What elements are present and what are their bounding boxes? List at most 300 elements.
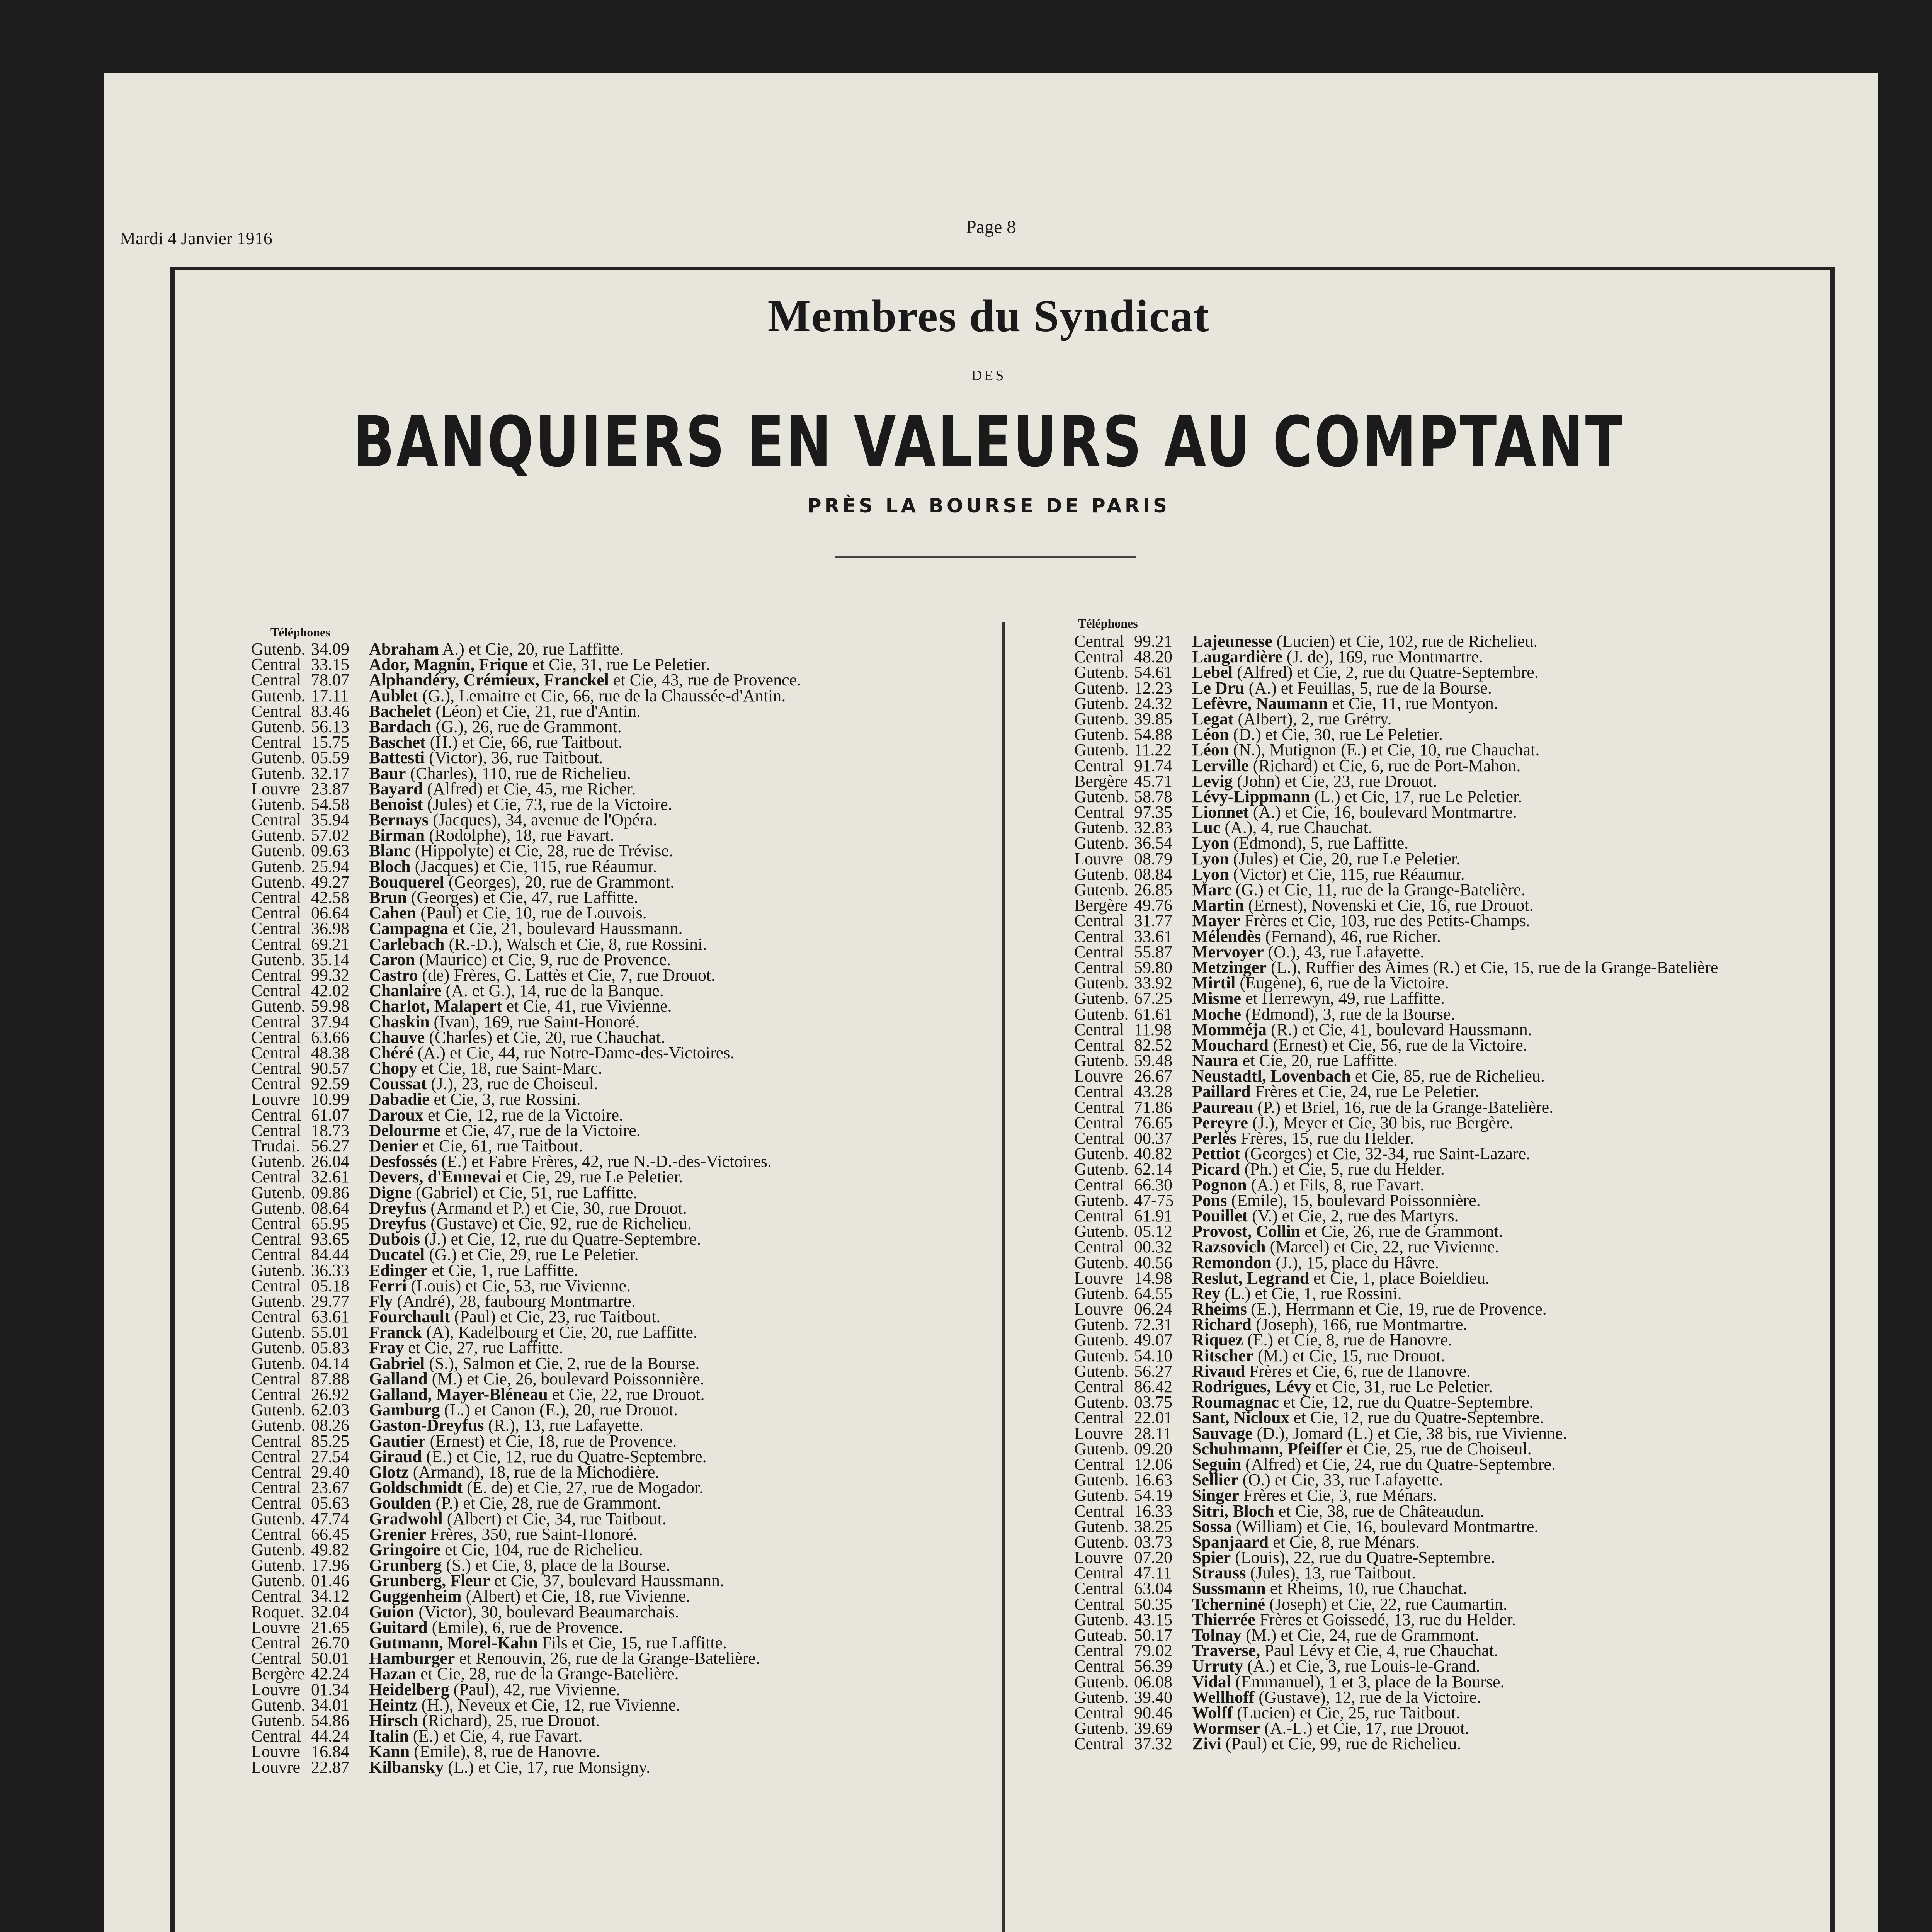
member-phone-number: 56.27 xyxy=(1134,1361,1172,1381)
member-address: (R.-D.), Walsch et Cie, 8, rue Rossini. xyxy=(449,934,707,954)
member-phone-number: 16.63 xyxy=(1134,1470,1172,1490)
member-name: Blanc xyxy=(369,841,411,861)
member-entry xyxy=(1074,1423,1718,1443)
member-name: Caron xyxy=(369,950,415,969)
member-entry xyxy=(1074,1379,1718,1395)
member-address: (Louis) et Cie, 53, rue Vivienne. xyxy=(411,1276,631,1295)
member-entry xyxy=(1074,1022,1718,1037)
member-exchange: Gutenb. xyxy=(251,826,306,845)
member-exchange: Gutenb. xyxy=(251,1183,306,1202)
member-name: Gautier xyxy=(369,1431,426,1451)
member-phone-number: 10.99 xyxy=(311,1090,349,1109)
member-name: Pereyre xyxy=(1192,1113,1248,1132)
member-exchange: Gutenb. xyxy=(1074,1393,1129,1412)
member-exchange: Gutenb. xyxy=(1074,740,1129,760)
member-exchange: Gutenb. xyxy=(251,1354,306,1373)
member-name: Levig xyxy=(1192,771,1233,791)
member-exchange: Gutenb. xyxy=(251,950,306,969)
member-name: Guitard xyxy=(369,1617,428,1637)
member-phone-number: 23.87 xyxy=(311,779,349,798)
member-address: (Jules), 13, rue Taitbout. xyxy=(1250,1563,1416,1583)
member-entry xyxy=(1074,634,1718,649)
member-name: Reslut, Legrand xyxy=(1192,1268,1310,1287)
member-phone-number: 62.14 xyxy=(1134,1160,1172,1179)
member-entry xyxy=(1074,1162,1718,1177)
member-phone-number: 09.63 xyxy=(311,841,349,861)
member-address: (John) et Cie, 23, rue Drouot. xyxy=(1237,771,1437,791)
member-entry xyxy=(1074,771,1718,791)
member-entry xyxy=(251,1185,801,1201)
member-phone-number: 63.61 xyxy=(311,1307,349,1327)
member-entry xyxy=(1074,789,1718,804)
member-address: (Ernest) et Cie, 18, rue de Provence. xyxy=(430,1431,677,1451)
member-exchange: Central xyxy=(251,1214,301,1233)
member-exchange: Gutenb. xyxy=(1074,709,1129,728)
member-phone-number: 00.37 xyxy=(1134,1129,1172,1148)
member-name: Carlebach xyxy=(369,934,445,954)
member-entry xyxy=(251,1666,801,1682)
member-entry xyxy=(251,1524,801,1544)
member-address: Frères, 350, rue Saint-Honoré. xyxy=(430,1524,638,1544)
member-exchange: Central xyxy=(251,1587,301,1606)
member-phone-number: 84.44 xyxy=(311,1245,349,1264)
member-name: Traverse, xyxy=(1192,1641,1260,1660)
member-name: Pons xyxy=(1192,1190,1227,1210)
member-exchange: Gutenb. xyxy=(1074,1470,1129,1490)
member-entry xyxy=(251,1291,801,1311)
member-address: (Edmond), 5, rue Laffitte. xyxy=(1233,833,1409,853)
member-phone-number: 05.63 xyxy=(311,1493,349,1513)
member-address: (E.) et Cie, 8, rue de Hanovre. xyxy=(1247,1330,1452,1350)
member-address: (V.) et Cie, 2, rue des Martyrs. xyxy=(1252,1206,1459,1225)
member-name: Grunberg, Fleur xyxy=(369,1571,490,1590)
member-name: Dreyfus xyxy=(369,1198,427,1218)
member-name: Grunberg xyxy=(369,1556,442,1575)
member-exchange: Gutenb. xyxy=(1074,1315,1129,1334)
member-name: Pognon xyxy=(1192,1175,1247,1194)
member-address: (R.), 13, rue Lafayette. xyxy=(488,1416,644,1435)
member-address: (Fernand), 46, rue Richer. xyxy=(1265,927,1441,946)
member-phone-number: 36.33 xyxy=(311,1260,349,1280)
member-name: Devers, d'Ennevai xyxy=(369,1167,502,1187)
member-name: Bachelet xyxy=(369,701,432,721)
member-name: Neustadtl, Lovenbach xyxy=(1192,1066,1351,1086)
member-address: (G.), 26, rue de Grammont. xyxy=(435,717,622,736)
member-name: Sussmann xyxy=(1192,1579,1266,1598)
member-name: Strauss xyxy=(1192,1563,1246,1583)
member-entry xyxy=(1074,1705,1718,1721)
member-phone-number: 69.21 xyxy=(311,934,349,954)
member-address: (G.) et Cie, 29, rue Le Peletier. xyxy=(429,1245,639,1264)
member-phone-number: 42.24 xyxy=(311,1664,349,1684)
member-address: (Paul) et Cie, 23, rue Taitbout. xyxy=(454,1307,661,1327)
member-name: Delourme xyxy=(369,1121,441,1140)
member-entry xyxy=(1074,1674,1718,1690)
member-name: Goulden xyxy=(369,1493,432,1513)
member-exchange: Central xyxy=(1074,957,1124,977)
member-entry xyxy=(251,657,801,672)
member-address: (A.) et Cie, 16, boulevard Montmartre. xyxy=(1253,803,1517,822)
member-name: Battesti xyxy=(369,748,425,767)
member-entry xyxy=(1074,1503,1718,1519)
member-address: (Emile), 6, rue de Provence. xyxy=(432,1617,623,1637)
member-phone-number: 63.04 xyxy=(1134,1579,1172,1598)
member-address: Frères, 15, rue du Helder. xyxy=(1240,1129,1414,1148)
member-entry xyxy=(1074,882,1718,898)
member-address: (Alfred) et Cie, 2, rue du Quatre-Septembre. xyxy=(1237,663,1539,682)
member-address: (A.) et Cie, 44, rue Notre-Dame-des-Victoires. xyxy=(417,1043,735,1062)
member-name: Moche xyxy=(1192,1004,1242,1024)
member-phone-number: 28.11 xyxy=(1134,1423,1172,1443)
member-phone-number: 26.85 xyxy=(1134,880,1172,899)
member-exchange: Central xyxy=(251,888,301,907)
member-entry xyxy=(251,1260,801,1280)
member-exchange: Central xyxy=(251,965,301,985)
member-entry xyxy=(251,1495,801,1511)
member-address: (S.) et Cie, 8, place de la Bourse. xyxy=(446,1556,670,1575)
member-address: (J. de), 169, rue Montmartre. xyxy=(1286,647,1483,667)
member-phone-number: 27.54 xyxy=(311,1447,349,1466)
member-name: Léon xyxy=(1192,740,1229,760)
member-address: (E.) et Cie, 4, rue Favart. xyxy=(413,1726,583,1746)
member-name: Lionnet xyxy=(1192,803,1249,822)
member-phone-number: 26.04 xyxy=(311,1152,349,1171)
member-entry xyxy=(251,1340,801,1355)
member-entry xyxy=(1074,1037,1718,1053)
member-address: (Alfred) et Cie, 45, rue Richer. xyxy=(427,779,636,798)
member-exchange: Gutenb. xyxy=(1074,1346,1129,1365)
member-phone-number: 54.58 xyxy=(311,794,349,814)
member-exchange: Gutenb. xyxy=(251,686,306,705)
member-name: Mayer xyxy=(1192,911,1240,930)
member-phone-number: 55.87 xyxy=(1134,942,1172,961)
member-exchange: Gutenb. xyxy=(251,748,306,767)
member-name: Seguin xyxy=(1192,1454,1242,1474)
member-exchange: Gutenb. xyxy=(251,1198,306,1218)
member-phone-number: 43.28 xyxy=(1134,1082,1172,1101)
member-address: (Jules) et Cie, 20, rue Le Peletier. xyxy=(1233,849,1461,868)
member-name: Rey xyxy=(1192,1284,1221,1303)
member-address: (Joseph) et Cie, 22, rue Caumartin. xyxy=(1269,1594,1507,1614)
title-membres: Membres du Syndicat xyxy=(767,291,1210,341)
member-name: Hamburger xyxy=(369,1649,455,1668)
member-address: (Ph.) et Cie, 5, rue du Helder. xyxy=(1244,1160,1445,1179)
member-name: Lerville xyxy=(1192,756,1249,775)
member-address: (Richard), 25, rue Drouot. xyxy=(422,1711,600,1730)
member-exchange: Gutenb. xyxy=(251,717,306,736)
member-exchange: Gutenb. xyxy=(1074,678,1129,697)
member-phone-number: 61.61 xyxy=(1134,1004,1172,1024)
member-entry xyxy=(251,1744,801,1759)
member-exchange: Gutenb. xyxy=(251,794,306,814)
member-exchange: Central xyxy=(251,655,301,674)
member-name: Edinger xyxy=(369,1260,428,1280)
member-address: (H.), Neveux et Cie, 12, rue Vivienne. xyxy=(421,1695,680,1714)
member-phone-number: 34.09 xyxy=(311,639,349,658)
member-address: (L.) et Cie, 17, rue Le Peletier. xyxy=(1314,787,1522,806)
member-exchange: Central xyxy=(1074,1129,1124,1148)
member-exchange: Gutenb. xyxy=(1074,864,1129,884)
member-address: (Armand et P.) et Cie, 30, rue Drouot. xyxy=(430,1198,687,1218)
member-exchange: Louvre xyxy=(251,1680,301,1699)
member-name: Chanlaire xyxy=(369,981,442,1000)
member-phone-number: 40.56 xyxy=(1134,1253,1172,1272)
member-phone-number: 08.79 xyxy=(1134,849,1172,868)
member-address: (D.) et Cie, 30, rue Le Peletier. xyxy=(1233,725,1443,744)
member-phone-number: 93.65 xyxy=(311,1230,349,1249)
member-phone-number: 39.85 xyxy=(1134,709,1172,728)
member-name: Sellier xyxy=(1192,1470,1238,1490)
member-address: Frères et Cie, 103, rue des Petits-Champs. xyxy=(1244,911,1530,930)
member-entry xyxy=(1074,1612,1718,1628)
member-name: Baschet xyxy=(369,733,426,752)
member-exchange: Central xyxy=(251,1074,301,1094)
member-exchange: Gutenb. xyxy=(1074,1610,1129,1629)
member-phone-number: 17.11 xyxy=(311,686,349,705)
member-address: et Cie, 22, rue Drouot. xyxy=(552,1385,705,1404)
member-entry xyxy=(1074,1224,1718,1239)
member-entry xyxy=(251,781,801,797)
member-entry xyxy=(1074,1115,1718,1131)
member-name: Gaston-Dreyfus xyxy=(369,1416,484,1435)
member-name: Grenier xyxy=(369,1524,427,1544)
member-entry xyxy=(251,905,801,921)
member-exchange: Central xyxy=(1074,1656,1124,1676)
member-entry xyxy=(1074,929,1718,944)
member-exchange: Gutenb. xyxy=(1074,1004,1129,1024)
member-name: Paillard xyxy=(1192,1082,1251,1101)
member-address: (Ivan), 169, rue Saint-Honoré. xyxy=(434,1012,640,1031)
member-entry xyxy=(251,934,801,954)
member-exchange: Gutenb. xyxy=(1074,1439,1129,1458)
member-entry xyxy=(1074,1146,1718,1162)
member-entry xyxy=(1074,1658,1718,1674)
member-address: (Emile), 8, rue de Hanovre. xyxy=(414,1742,600,1761)
member-exchange: Guteab. xyxy=(1074,1626,1128,1645)
member-address: (P.) et Cie, 28, rue de Grammont. xyxy=(435,1493,662,1513)
member-name: Chaskin xyxy=(369,1012,430,1031)
member-exchange: Central xyxy=(251,1726,301,1746)
member-entry xyxy=(251,1092,801,1107)
member-name: Franck xyxy=(369,1323,422,1342)
member-exchange: Louvre xyxy=(1074,1268,1124,1287)
member-name: Legat xyxy=(1192,709,1234,728)
member-address: (P.) et Briel, 16, rue de la Grange-Batelière. xyxy=(1257,1097,1554,1117)
member-name: Dabadie xyxy=(369,1090,430,1109)
member-address: (Gustave) et Cie, 92, rue de Richelieu. xyxy=(430,1214,692,1233)
member-exchange: Gutenb. xyxy=(251,1400,306,1420)
member-name: Goldschmidt xyxy=(369,1478,463,1497)
member-name: Hirsch xyxy=(369,1711,418,1730)
member-name: Perlès xyxy=(1192,1129,1236,1148)
member-phone-number: 44.24 xyxy=(311,1726,349,1746)
member-exchange: Louvre xyxy=(251,779,301,798)
member-name: Rheims xyxy=(1192,1299,1247,1319)
member-phone-number: 47.11 xyxy=(1134,1563,1172,1583)
member-address: (Louis), 22, rue du Quatre-Septembre. xyxy=(1235,1548,1495,1567)
member-name: Rivaud xyxy=(1192,1361,1245,1381)
member-name: Dreyfus xyxy=(369,1214,427,1233)
member-name: Italin xyxy=(369,1726,409,1746)
member-name: Sossa xyxy=(1192,1517,1232,1536)
member-address: (Victor), 36, rue Taitbout. xyxy=(429,748,603,767)
member-address: (E.), Herrmann et Cie, 19, rue de Provence. xyxy=(1251,1299,1547,1319)
member-address: et Rheims, 10, rue Chauchat. xyxy=(1270,1579,1467,1598)
member-entry xyxy=(251,701,801,721)
member-exchange: Bergère xyxy=(1074,896,1128,915)
member-name: Rodrigues, Lévy xyxy=(1192,1377,1311,1396)
member-name: Ador, Magnin, Frique xyxy=(369,655,528,674)
member-address: et Cie, 12, rue du Quatre-Septembre. xyxy=(1293,1408,1544,1427)
member-exchange: Louvre xyxy=(251,1742,301,1761)
member-name: Fourchault xyxy=(369,1307,450,1327)
member-name: Chopy xyxy=(369,1059,417,1078)
member-exchange: Central xyxy=(1074,756,1124,775)
member-exchange: Central xyxy=(251,1121,301,1140)
frame-top-border xyxy=(170,267,1835,270)
member-name: Spier xyxy=(1192,1548,1231,1567)
member-address: (Jacques) et Cie, 115, rue Réaumur. xyxy=(415,857,657,876)
member-exchange: Bergère xyxy=(251,1664,305,1684)
member-address: et Cie, 20, rue Laffitte. xyxy=(1242,1051,1398,1070)
member-address: et Cie, 12, rue de la Victoire. xyxy=(427,1105,624,1124)
member-phone-number: 06.64 xyxy=(311,903,349,923)
member-phone-number: 26.67 xyxy=(1134,1066,1172,1086)
member-name: Kilbansky xyxy=(369,1757,444,1777)
member-exchange: Gutenb. xyxy=(1074,1051,1129,1070)
member-name: Brun xyxy=(369,888,407,907)
member-phone-number: 78.07 xyxy=(311,670,349,690)
member-entry xyxy=(1074,1488,1718,1503)
member-entry xyxy=(1074,1361,1718,1381)
member-address: (de) Frères, G. Lattès et Cie, 7, rue Drouot. xyxy=(422,965,716,985)
member-name: Gamburg xyxy=(369,1400,440,1420)
telephone-label-left: Téléphones xyxy=(270,625,330,639)
telephone-label-right: Téléphones xyxy=(1078,616,1138,630)
column-divider xyxy=(1002,622,1005,1932)
member-entry xyxy=(251,1247,801,1262)
member-exchange: Central xyxy=(1074,1237,1124,1257)
member-exchange: Central xyxy=(251,1369,301,1388)
member-phone-number: 47.74 xyxy=(311,1509,349,1528)
member-phone-number: 54.19 xyxy=(1134,1486,1172,1505)
member-exchange: Central xyxy=(1074,647,1124,667)
member-list-left xyxy=(251,641,801,1775)
member-exchange: Central xyxy=(1074,1408,1124,1427)
member-name: Lebel xyxy=(1192,663,1233,682)
member-name: Daroux xyxy=(369,1105,423,1124)
member-entry xyxy=(251,921,801,936)
member-address: (Léon) et Cie, 21, rue d'Antin. xyxy=(435,701,641,721)
member-entry xyxy=(251,890,801,905)
member-exchange: Bergère xyxy=(1074,771,1128,791)
member-name: Schuhmann, Pfeiffer xyxy=(1192,1439,1342,1458)
member-name: Lyon xyxy=(1192,864,1229,884)
member-exchange: Gutenb. xyxy=(1074,1486,1129,1505)
member-address: (A), Kadelbourg et Cie, 20, rue Laffitte. xyxy=(426,1323,698,1342)
member-entry xyxy=(251,688,801,704)
member-address: (Jacques), 34, avenue de l'Opéra. xyxy=(433,810,657,830)
member-phone-number: 50.01 xyxy=(311,1649,349,1668)
member-name: Richard xyxy=(1192,1315,1252,1334)
member-entry xyxy=(1074,1472,1718,1488)
member-phone-number: 33.92 xyxy=(1134,973,1172,993)
member-name: Singer xyxy=(1192,1486,1240,1505)
member-address: et Cie, 11, rue Montyon. xyxy=(1332,694,1498,713)
member-entry xyxy=(251,843,801,859)
member-entry xyxy=(251,1480,801,1495)
member-entry xyxy=(1074,1565,1718,1581)
member-address: (Ernest) et Cie, 56, rue de la Victoire. xyxy=(1273,1035,1527,1054)
member-entry xyxy=(251,641,801,657)
header-page-number: Page 8 xyxy=(966,217,1016,237)
member-phone-number: 11.98 xyxy=(1134,1020,1172,1039)
member-name: Sitri, Bloch xyxy=(1192,1501,1274,1520)
member-phone-number: 62.03 xyxy=(311,1400,349,1420)
member-phone-number: 90.46 xyxy=(1134,1703,1172,1722)
member-address: Frères et Cie, 24, rue Le Peletier. xyxy=(1255,1082,1479,1101)
member-phone-number: 14.98 xyxy=(1134,1268,1172,1287)
member-exchange: Central xyxy=(1074,1175,1124,1194)
member-exchange: Louvre xyxy=(1074,1066,1124,1086)
member-exchange: Gutenb. xyxy=(1074,1672,1129,1691)
member-phone-number: 09.20 xyxy=(1134,1439,1172,1458)
member-phone-number: 49.82 xyxy=(311,1540,349,1559)
member-phone-number: 25.94 xyxy=(311,857,349,876)
member-name: Naura xyxy=(1192,1051,1238,1070)
member-entry xyxy=(1074,1084,1718,1099)
member-entry xyxy=(1074,649,1718,665)
member-entry xyxy=(1074,1519,1718,1534)
member-entry xyxy=(1074,1628,1718,1643)
member-name: Sauvage xyxy=(1192,1423,1253,1443)
member-phone-number: 40.82 xyxy=(1134,1144,1172,1163)
member-exchange: Gutenb. xyxy=(1074,663,1129,682)
member-entry xyxy=(251,1138,801,1154)
member-address: Paul Lévy et Cie, 4, rue Chauchat. xyxy=(1264,1641,1498,1660)
member-address: Frères et Cie, 3, rue Ménars. xyxy=(1243,1486,1437,1505)
member-name: Bernays xyxy=(369,810,429,830)
member-address: (M.) et Cie, 15, rue Drouot. xyxy=(1257,1346,1445,1365)
member-address: (Georges), 20, rue de Grammont. xyxy=(448,872,675,891)
member-exchange: Gutenb. xyxy=(1074,1330,1129,1350)
member-exchange: Central xyxy=(251,903,301,923)
member-entry xyxy=(251,1061,801,1076)
member-name: Heintz xyxy=(369,1695,417,1714)
member-entry xyxy=(1074,1131,1718,1146)
member-phone-number: 61.07 xyxy=(311,1105,349,1124)
member-address: (Victor) et Cie, 115, rue Réaumur. xyxy=(1233,864,1465,884)
member-address: (J.), 23, rue de Choiseul. xyxy=(431,1074,598,1094)
member-name: Kann xyxy=(369,1742,410,1761)
member-phone-number: 59.98 xyxy=(311,997,349,1016)
member-address: (Charles) et Cie, 20, rue Chauchat. xyxy=(429,1027,665,1047)
member-address: Frères et Goissedé, 13, rue du Helder. xyxy=(1259,1610,1516,1629)
member-phone-number: 64.55 xyxy=(1134,1284,1172,1303)
member-address: (E.) et Cie, 12, rue du Quatre-Septembre. xyxy=(426,1447,707,1466)
member-name: Urruty xyxy=(1192,1656,1243,1676)
member-phone-number: 67.25 xyxy=(1134,989,1172,1008)
member-phone-number: 17.96 xyxy=(311,1556,349,1575)
member-entry xyxy=(1074,1332,1718,1348)
member-name: Riquez xyxy=(1192,1330,1243,1350)
member-phone-number: 12.06 xyxy=(1134,1454,1172,1474)
member-address: (Albert) et Cie, 18, rue Vivienne. xyxy=(466,1587,690,1606)
member-name: Digne xyxy=(369,1183,412,1202)
member-exchange: Central xyxy=(1074,1703,1124,1722)
member-phone-number: 31.77 xyxy=(1134,911,1172,930)
member-address: et Cie, 26, rue de Grammont. xyxy=(1304,1222,1503,1241)
